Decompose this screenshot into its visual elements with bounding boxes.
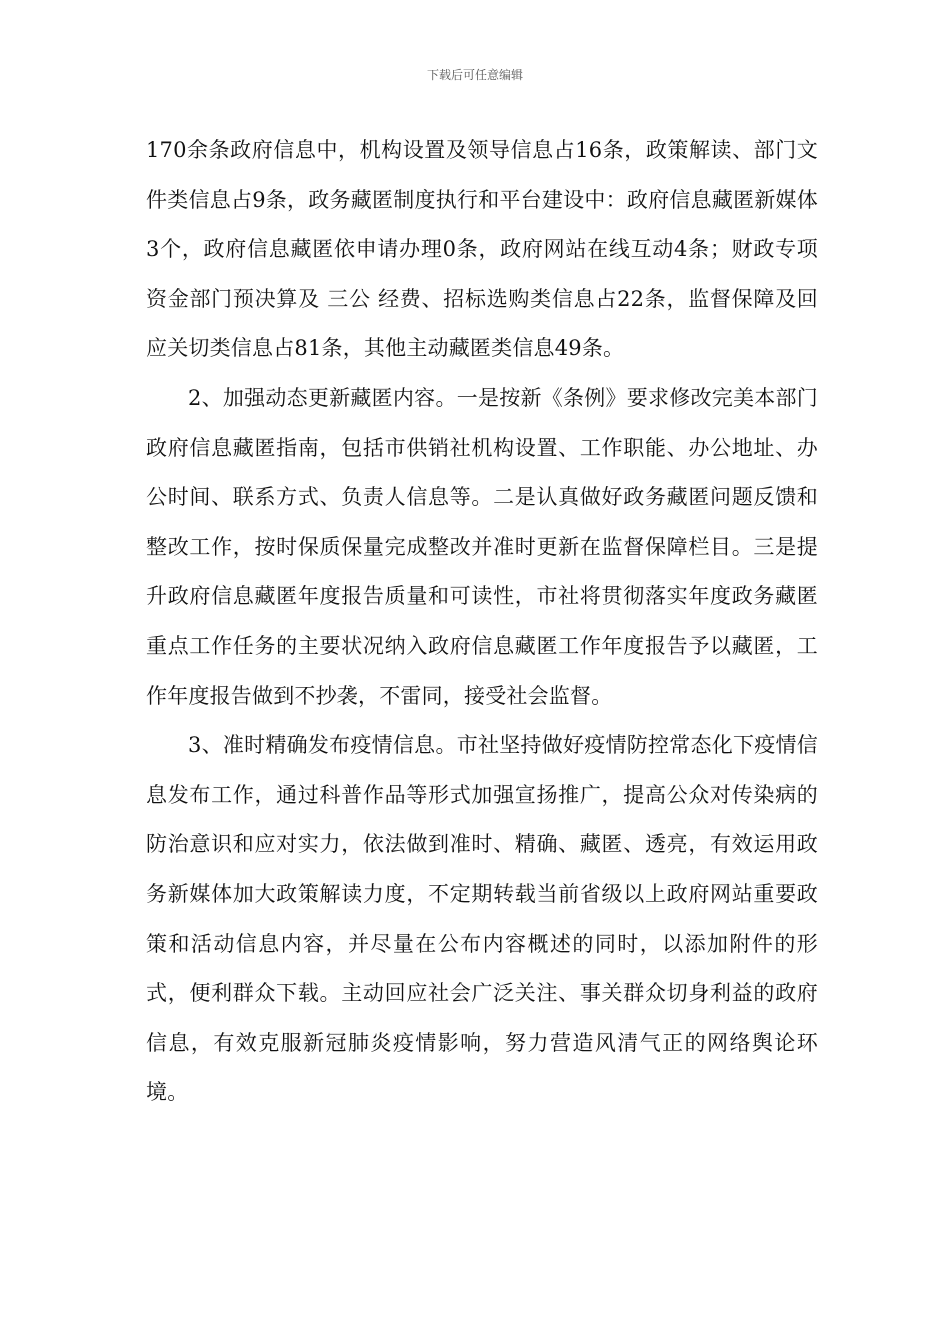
page-header: 下载后可任意编辑 <box>426 68 523 82</box>
paragraph-dynamic-update: 2、加强动态更新藏匿内容。一是按新《条例》要求修改完美本部门政府信息藏匿指南，包括市供销社机构设置、工作职能、办公地址、办公时间、联系方式、负责人信息等。二是认真做好政务藏匿问题反馈和整改工作，按时保质保量完成整改并准时更新在监督保障栏目。三是提升政府信息藏匿年度报告质量和可读性，市社将贯彻落实年度政务藏匿重点工作任务的主要状况纳入政府信息藏匿工作年度报告予以藏匿，工作年度报告做到不抄袭，不雷同，接受社会监督。 <box>146 385 818 708</box>
document-body <box>146 126 818 1118</box>
paragraph-epidemic-info: 3、准时精确发布疫情信息。市社坚持做好疫情防控常态化下疫情信息发布工作，通过科普作品等形式加强宣扬推广，提高公众对传染病的防治意识和应对实力，依法做到准时、精确、藏匿、透亮，有效运用政务新媒体加大政策解读力度，不定期转载当前省级以上政府网站重要政策和活动信息内容，并尽量在公布内容概述的同时，以添加附件的形式，便利群众下载。主动回应社会广泛关注、事关群众切身利益的政府信息，有效克服新冠肺炎疫情影响，努力营造风清气正的网络舆论环境。 <box>146 733 818 1105</box>
paragraph-statistics: 170余条政府信息中，机构设置及领导信息占16条，政策解读、部门文件类信息占9条，政务藏匿制度执行和平台建设中：政府信息藏匿新媒体3个，政府信息藏匿依申请办理0条，政府网站在线互动4条；财政专项资金部门预决算及 三公 经费、招标选购类信息占22条，监督保障及回应关切类信息占81条，其他主动藏匿类信息49条。 <box>146 138 818 361</box>
